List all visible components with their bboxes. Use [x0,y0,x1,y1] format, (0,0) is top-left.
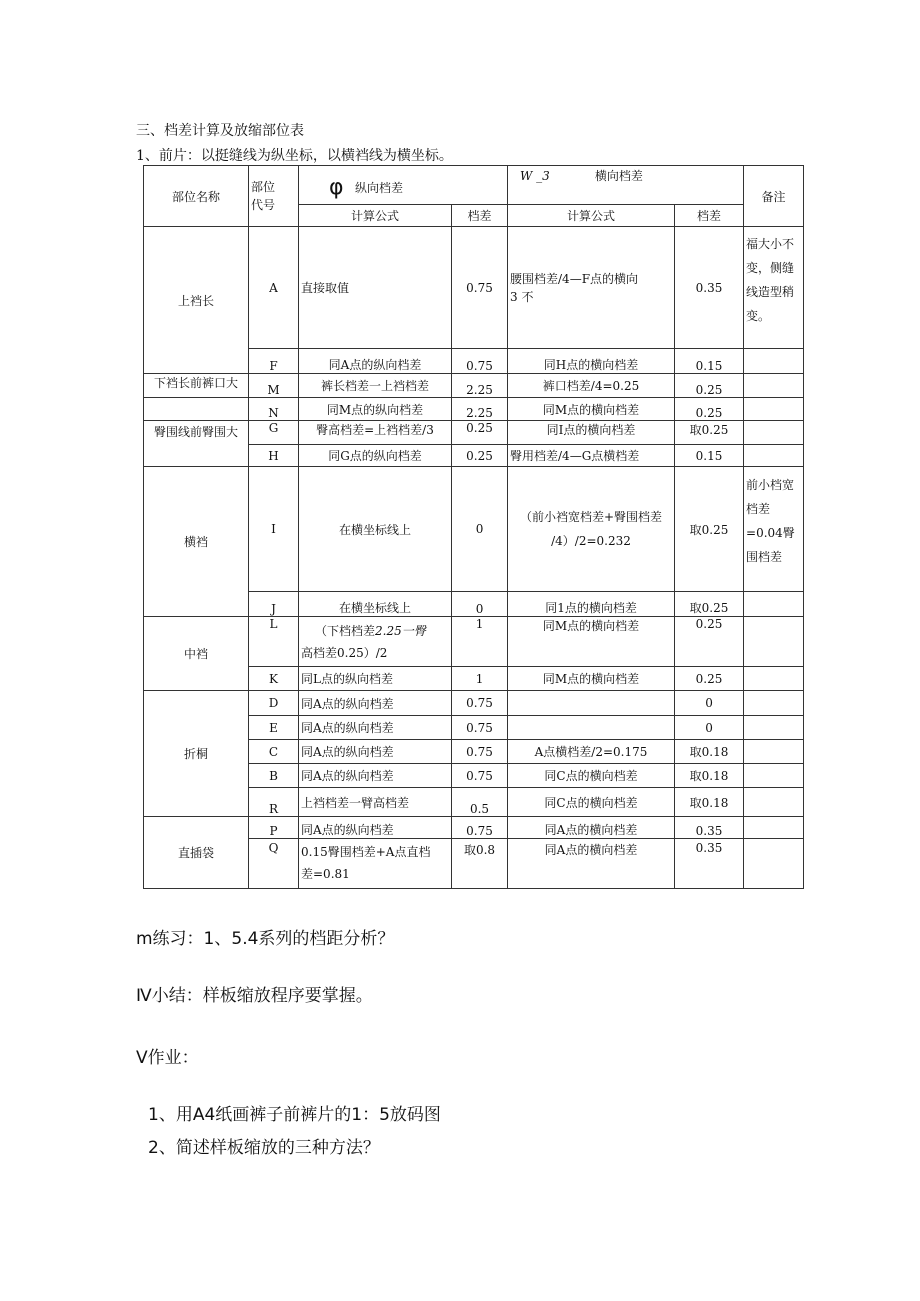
row-code: A [249,227,299,349]
formula-1: 同A点的纵向档差 [299,764,452,788]
remark [744,445,804,467]
header-diff-2: 档差 [675,205,744,227]
header-part-name: 部位名称 [144,166,249,227]
formula-1: 在横坐标线上 [299,467,452,592]
formula-2: 同C点的横向档差 [508,764,675,788]
formula-2: 同A点的横向档差 [508,839,675,889]
table-row [144,617,804,667]
diff-2: 取0.25 [675,467,744,592]
header-formula-1: 计算公式 [299,205,452,227]
formula-1: 同A点的纵向档差 [299,716,452,740]
formula-1: 同L点的纵向档差 [299,667,452,691]
diff-2: 0 [675,691,744,716]
formula-1: 直接取值 [299,227,452,349]
diff-2: 取0.18 [675,764,744,788]
formula-2: （前小裆宽档差+臀围档差 /4）/2=0.232 [508,467,675,592]
formula-1: 臀高档差=上裆档差/3 [299,421,452,445]
formula-1: 同A点的纵向档差 [299,817,452,839]
remark [744,349,804,374]
diff-2: 0.35 [675,839,744,889]
remark [744,667,804,691]
diff-2: 0 [675,716,744,740]
formula-2: 同C点的横向档差 [508,788,675,817]
diff-1: 2.25 [452,398,508,421]
diff-2: 0.25 [675,617,744,667]
formula-2: 同H点的横向档差 [508,349,675,374]
formula-1: 同M点的纵向档差 [299,398,452,421]
formula-2: 同I点的横向档差 [508,421,675,445]
formula-1: 同A点的纵向档差 [299,691,452,716]
formula-1: 同A点的纵向档差 [299,349,452,374]
diff-1: 0.75 [452,349,508,374]
diff-1: 2.25 [452,374,508,398]
formula-1: 裤长档差一上裆档差 [299,374,452,398]
row-code: Q [249,839,299,889]
homework-task-2: 2、简述样板缩放的三种方法？ [148,1138,380,1158]
formula-2: 同M点的横向档差 [508,617,675,667]
diff-1: 取0.8 [452,839,508,889]
diff-1: 0.5 [452,788,508,817]
practice-line: m练习：1、5.4系列的档距分析？ [136,929,395,949]
formula-2: A点横档差/2=0.175 [508,740,675,764]
row-code: J [249,592,299,617]
remark [744,592,804,617]
remark: 福大小不变，侧缝线造型稍变。 [744,227,804,349]
diff-2: 取0.18 [675,740,744,764]
group-zhichadai: 直插袋 [144,817,249,889]
row-code: P [249,817,299,839]
diff-1: 1 [452,667,508,691]
table-row [144,691,804,716]
formula-2: 同A点的横向档差 [508,817,675,839]
remark [744,764,804,788]
section-subtitle: 1、前片：以挺缝线为纵坐标，以横裆线为横坐标。 [136,148,453,164]
remark [744,740,804,764]
row-code: B [249,764,299,788]
remark [744,398,804,421]
row-code: D [249,691,299,716]
formula-1: 上裆档差一臂高档差 [299,788,452,817]
summary-line: Ⅳ小结：样板缩放程序要掌握。 [136,986,373,1006]
formula-2: 腰围档差/4—F点的横向 3 不 [508,227,675,349]
remark [744,839,804,889]
row-code: C [249,740,299,764]
homework-task-1: 1、用A4纸画裤子前裤片的1：5放码图 [148,1105,441,1125]
diff-2: 取0.25 [675,592,744,617]
diff-2: 0.35 [675,817,744,839]
formula-1: 同A点的纵向档差 [299,740,452,764]
header-longitudinal: φ 纵向档差 [299,166,508,205]
group-zhongdang: 中裆 [144,617,249,691]
formula-1: （下档档差2.25一臀 高档差0.25）/2 [299,617,452,667]
diff-1: 0 [452,467,508,592]
diff-2: 取0.18 [675,788,744,817]
diff-2: 0.25 [675,398,744,421]
homework-title: V作业： [136,1048,199,1068]
group-zhetong: 折桐 [144,691,249,817]
row-code: K [249,667,299,691]
section-title: 三、档差计算及放缩部位表 [136,123,304,139]
group-xiadang-cont [144,398,249,421]
diff-1: 0.25 [452,421,508,445]
diff-1: 0.75 [452,691,508,716]
group-tunwei: 臀围线前臀围大 [144,421,249,467]
formula-1: 在横坐标线上 [299,592,452,617]
diff-2: 0.15 [675,445,744,467]
table-row [144,817,804,839]
diff-2: 取0.25 [675,421,744,445]
row-code: N [249,398,299,421]
diff-2: 0.25 [675,374,744,398]
header-transverse: W _3 横向档差 [508,166,744,205]
remark [744,421,804,445]
table-header-row [144,166,804,205]
formula-1: 0.15臀围档差+A点直档 差=0.81 [299,839,452,889]
table-row [144,374,804,398]
remark [744,691,804,716]
row-code: L [249,617,299,667]
diff-1: 0 [452,592,508,617]
row-code: F [249,349,299,374]
formula-2: 同M点的横向档差 [508,398,675,421]
formula-2 [508,691,675,716]
diff-1: 0.75 [452,227,508,349]
table-row [144,467,804,592]
row-code: G [249,421,299,445]
group-shangdang: 上裆长 [144,227,249,374]
header-code: 部位 代号 [249,166,299,227]
table-row [144,227,804,349]
remark [744,817,804,839]
diff-1: 1 [452,617,508,667]
table-row [144,398,804,421]
remark [744,374,804,398]
formula-1: 同G点的纵向档差 [299,445,452,467]
row-code: M [249,374,299,398]
header-formula-2: 计算公式 [508,205,675,227]
diff-2: 0.25 [675,667,744,691]
diff-1: 0.25 [452,445,508,467]
diff-1: 0.75 [452,716,508,740]
grading-table [143,165,804,889]
row-code: R [249,788,299,817]
diff-1: 0.75 [452,817,508,839]
formula-2: 同1点的横向档差 [508,592,675,617]
formula-2: 裤口档差/4=0.25 [508,374,675,398]
row-code: H [249,445,299,467]
diff-2: 0.35 [675,227,744,349]
diff-2: 0.15 [675,349,744,374]
row-code: E [249,716,299,740]
formula-2: 臀用档差/4—G点横档差 [508,445,675,467]
formula-2: 同M点的横向档差 [508,667,675,691]
diff-1: 0.75 [452,764,508,788]
remark [744,788,804,817]
diff-1: 0.75 [452,740,508,764]
row-code: I [249,467,299,592]
formula-2 [508,716,675,740]
remark [744,716,804,740]
header-remark: 备注 [744,166,804,227]
header-diff-1: 档差 [452,205,508,227]
remark: 前小档宽档差=0.04臀围档差 [744,467,804,592]
remark [744,617,804,667]
table-row [144,421,804,445]
group-hengdang: 横裆 [144,467,249,617]
phi-symbol: φ [329,174,344,200]
group-xiadang: 下裆长前裤口大 [144,374,249,398]
